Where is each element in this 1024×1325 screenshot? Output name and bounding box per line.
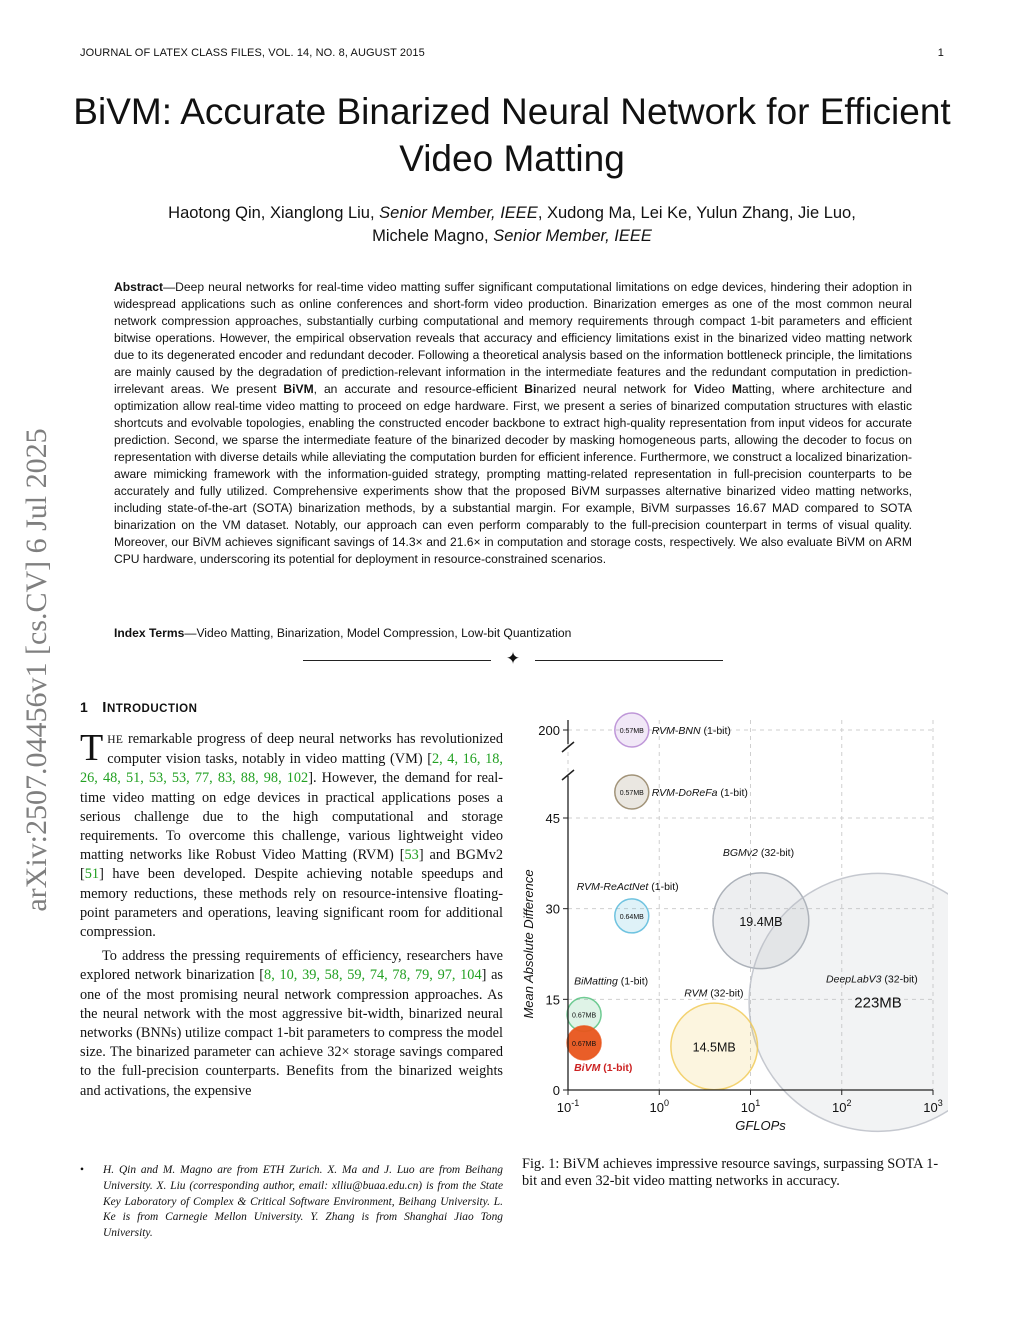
series-label-rvm-reactnet: RVM-ReActNet (1-bit)	[576, 880, 679, 893]
divider-line-right	[535, 660, 723, 661]
intro-p1-text-2: ]. However, the demand for real-time video matting on edge devices in practical applications poses a serious challenge due to the high computational and storage requirements. To overcome this challenge, various lightweight video matting networks like Robust Video Matting (RVM) [	[80, 770, 504, 864]
author-names-3: Michele Magno,	[372, 227, 489, 245]
y-tick-label-2: 30	[545, 901, 560, 917]
intro-p2-text-2: ] as one of the most promising neural network compression approaches. As the neural network with the most aggressive bit-width, binarized neural networks (BNNs) utilize compact 1-bit parameters to compress the model size. The binarized parameter can achieve 32× storage savings compared to the full-precision counterparts. Benefits from the binarized weights and activations, the expensive	[80, 967, 503, 1099]
bubble-size-label-bimatting: 0.67MB	[572, 1012, 597, 1020]
footnote-bullet: •	[80, 1164, 84, 1176]
paper-title: BiVM: Accurate Binarized Neural Network for Efficient Video Matting	[73, 91, 951, 179]
author-names-2: , Xudong Ma, Lei Ke, Yulun Zhang, Jie Luo,	[537, 204, 856, 222]
section-title-rest: NTRODUCTION	[106, 703, 198, 715]
y-tick-label-3: 45	[545, 811, 560, 826]
abstract-v: V	[693, 382, 703, 396]
abstract-text-3: narized neural network for	[536, 382, 694, 396]
journal-name: JOURNAL OF LATEX CLASS FILES, VOL. 14, NO. 8, AUGUST 2015	[80, 47, 425, 59]
y-axis-title: Mean Absolute Difference	[521, 869, 536, 1019]
x-tick-label-0: $10^{-1}$	[556, 1098, 580, 1115]
running-header	[80, 47, 944, 59]
series-label-bimatting: BiMatting (1-bit)	[574, 975, 649, 988]
series-label-rvm-bnn: RVM-BNN (1-bit)	[651, 725, 731, 737]
y-tick-label-0: 0	[552, 1083, 560, 1098]
intro-p1-text-4: ] have been developed. Despite achieving notable speedups and memory reductions, these methods rely on resource-intensive floating-point parameters and operations, leaving significant room for additional compression.	[80, 866, 503, 941]
series-label-deeplabv3: DeepLabV3 (32-bit)	[826, 973, 918, 986]
x-tick-label-3: $10^2$	[832, 1098, 852, 1115]
abstract-text-5: atting, where architecture and optimization allow real-time video matting to proceed on edge hardware. First, we present a series of binarized computation structures with elastic shortcuts and evolvable topologies, enabling the constructed encoder backbone to extract high-quality representation from input videos for accurate prediction. Second, we sparse the intermediate feature of the binarized decoder by masking homogeneous parts, allowing the decoder to focus on representation with diverse details while alleviating the computation burden for efficient inference. Furthermore, we construct a localized binarization-aware mimicking framework with the information-guided strategy, prompting matting-related representation in full-precision counterparts to be accurately and fully utilized. Comprehensive experiments show that the proposed BiVM surpasses alternative binarized video matting networks, including state-of-the-art (SOTA) binarization methods, by a substantial margin. For example, BiVM surpasses 16.67 MAD compared to SOTA binarization on the VM dataset. Notably, our approach can even perform comparably to the full-precision counterpart in terms of visual quality. Moreover, our BiVM achieves significant savings of 14.3× and 21.6× in computation and storage costs, respectively. We also evaluate BiVM on ARM CPU hardware, underscoring its potential for deployment in resource-constrained scenarios.	[114, 382, 912, 566]
figure-1-bubble-chart	[518, 712, 948, 1140]
affiliation-footnote	[80, 1163, 503, 1242]
citation-list-binarization[interactable]: 8, 10, 39, 58, 59, 74, 78, 79, 97, 104	[264, 967, 482, 984]
author-names-1: Haotong Qin, Xianglong Liu,	[168, 204, 375, 222]
x-axis-title: GFLOPs	[735, 1118, 786, 1133]
citation-list[interactable]: 2, 4, 16, 18, 26, 48, 51, 53, 53, 77, 83, 88, 98, 102	[80, 751, 503, 787]
intro-body	[80, 727, 504, 1101]
bubble-size-label-rvm-reactnet: 0.64MB	[619, 913, 644, 921]
bubble-size-label-bgmv2: 19.4MB	[739, 914, 783, 929]
series-label-rvm-dorefa: RVM-DoReFa (1-bit)	[651, 787, 748, 799]
divider-line-left	[303, 660, 491, 661]
abstract-text-4: ideo	[702, 382, 732, 396]
author-role-2: Senior Member, IEEE	[493, 227, 652, 245]
x-tick-label-4: $10^3$	[923, 1098, 943, 1115]
intro-paragraph-2	[80, 947, 503, 1101]
bubble-size-label-bivm: 0.67MB	[572, 1040, 597, 1048]
drop-cap: T	[80, 727, 104, 769]
series-label-rvm: RVM (32-bit)	[684, 987, 744, 1000]
series-label-bgmv2: BGMv2 (32-bit)	[722, 846, 795, 859]
footnote-text: H. Qin and M. Magno are from ETH Zurich. X. Ma and J. Luo are from Beihang University. X. Liu (corresponding author, email: xlliu@buaa.edu.cn) is from the State Key Laboratory of Complex & Critical Software Environment, Beihang University. L. Ke is from Carnegie Mellon University. Y. Zhang is from Shanghai Jiao Tong University.	[103, 1164, 503, 1240]
arxiv-stamp	[8, 390, 66, 950]
citation-rvm[interactable]: 53	[404, 847, 419, 864]
abstract-m: M	[731, 382, 742, 396]
author-list	[90, 202, 934, 248]
y-tick-label-4: 200	[538, 723, 560, 738]
series-label-bivm: BiVM (1-bit)	[574, 1061, 633, 1074]
figure-caption: Fig. 1: BiVM achieves impressive resource savings, surpassing SOTA 1-bit and even 32-bit video matting networks in accuracy.	[522, 1156, 939, 1189]
abstract-label: Abstract	[114, 280, 164, 294]
bubble-size-label-rvm-bnn: 0.57MB	[619, 728, 644, 735]
intro-p2-text: To address the pressing requirements of efficiency, researchers have explored network binarization [	[80, 948, 503, 984]
divider-diamond: ✦	[505, 649, 521, 668]
section-heading	[80, 699, 197, 716]
section-number: 1	[80, 699, 89, 715]
intro-paragraph-1	[80, 727, 504, 942]
index-terms-label: Index Terms	[114, 626, 185, 640]
bubble-size-label-deeplabv3: 223MB	[854, 994, 902, 1012]
y-tick-label-1: 15	[545, 992, 560, 1008]
abstract	[114, 279, 912, 568]
x-tick-label-1: $10^0$	[649, 1098, 669, 1115]
arxiv-id: arXiv:2507.04456v1 [cs.CV] 6 Jul 2025	[20, 428, 53, 912]
abstract-text-1: —Deep neural networks for real-time video matting suffer significant computational limitations on edge devices, hindering their adoption in widespread applications such as online conferences and short-form video production. Binarization emerges as one of the most common neural network compression approaches, substantially curbing computational and memory requirements through compact 1-bit parameters and efficient bitwise operations. However, the empirical observation reveals that accuracy and efficiency limitations exist in the binarized video matting network due to its degenerated encoder and redundant decoder. Following a theoretical analysis based on the information bottleneck principle, the limitations are mainly caused by the degradation of prediction-relevant information in the intermediate features and the redundant computation in prediction-irrelevant areas. We present	[114, 280, 912, 396]
abstract-bi: Bi	[524, 382, 537, 396]
intro-p1-text: remarkable progress of deep neural networks has revolutionized computer vision tasks, notably in video matting (VM) [	[107, 731, 503, 768]
bubble-size-label-rvm: 14.5MB	[692, 1040, 736, 1055]
first-word-rest: HE	[107, 734, 124, 746]
citation-bgmv2[interactable]: 51	[84, 866, 100, 883]
abstract-text-2: , an accurate and resource-efficient	[313, 382, 525, 396]
section-title-initial: I	[102, 699, 107, 716]
author-role-1: Senior Member, IEEE	[379, 204, 538, 222]
abstract-bivm: BiVM	[283, 382, 314, 396]
page-number: 1	[937, 47, 944, 59]
index-terms	[114, 625, 912, 642]
bubble-size-label-rvm-dorefa: 0.57MB	[619, 790, 644, 797]
x-tick-label-2: $10^1$	[740, 1098, 761, 1115]
section-divider	[303, 651, 723, 671]
index-terms-text: —Video Matting, Binarization, Model Compression, Low-bit Quantization	[184, 626, 572, 640]
intro-p1-text-3: ] and BGMv2 [	[80, 847, 504, 883]
